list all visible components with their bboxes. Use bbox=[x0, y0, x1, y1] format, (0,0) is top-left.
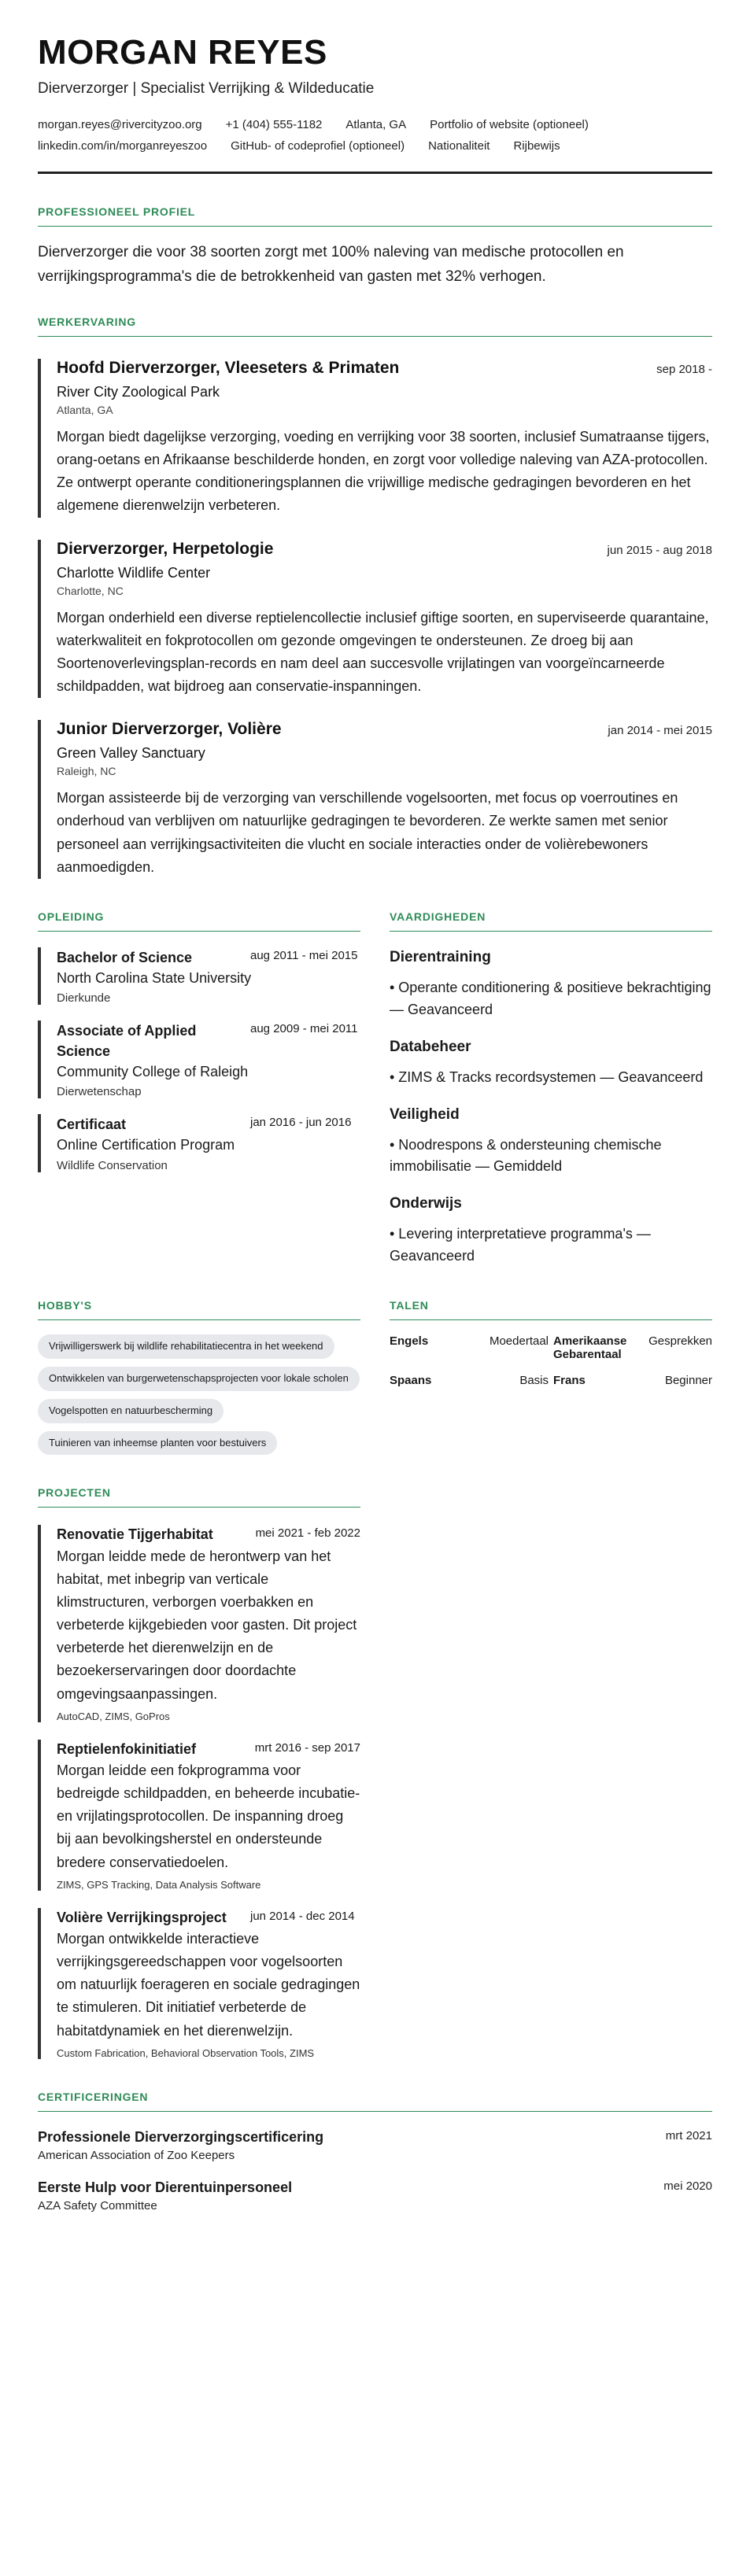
contact-location: Atlanta, GA bbox=[345, 118, 407, 132]
language-list bbox=[390, 1334, 712, 1387]
certification-issuer: American Association of Zoo Keepers bbox=[38, 2148, 235, 2162]
education-field: Dierkunde bbox=[57, 991, 111, 1006]
language-level: Moedertaal bbox=[489, 1334, 549, 1349]
section-title-projects: PROJECTEN bbox=[38, 1486, 360, 1508]
education-skills-row bbox=[38, 879, 712, 1268]
project-name: Reptielenfokinitiatief bbox=[57, 1740, 197, 1757]
project-entry bbox=[38, 1525, 360, 1722]
language-name: Amerikaanse Gebarentaal bbox=[553, 1334, 627, 1362]
job-location: Raleigh, NC bbox=[57, 765, 116, 778]
contact-portfolio[interactable]: Portfolio of website (optioneel) bbox=[430, 118, 589, 132]
education-school: Community College of Raleigh bbox=[57, 1064, 249, 1080]
language-item bbox=[390, 1374, 549, 1387]
language-name: Engels bbox=[390, 1334, 429, 1349]
hobby-chip: Ontwikkelen van burgerwetenschapsprojecten voor lokale scholen bbox=[38, 1367, 360, 1391]
header-divider bbox=[38, 172, 712, 174]
skill-item: • Noodrespons & ondersteuning chemische immobilisatie — Gemiddeld bbox=[390, 1136, 662, 1175]
project-date: mei 2021 - feb 2022 bbox=[255, 1526, 360, 1541]
project-date: mrt 2016 - sep 2017 bbox=[254, 1740, 360, 1755]
projects-row bbox=[38, 1455, 712, 2058]
education-entry bbox=[38, 947, 360, 1005]
education-degree: Bachelor of Science bbox=[57, 949, 193, 965]
contact-email[interactable]: morgan.reyes@rivercityzoo.org bbox=[38, 118, 202, 132]
language-level: Basis bbox=[519, 1374, 549, 1388]
job-description: Morgan onderhield een diverse reptielencollectie inclusief giftige soorten, en superviseerde quarantaine, waterkwaliteit en fokprotocollen om gezonde omgevingen te ondersteunen. Ze droeg bij aan Soortenoverlevingsplan-records en nam deel aan succesvolle vrijlatingen van voorgeïncarneerde schildpadden, wat bijdroeg aan conservatie-inspanningen. bbox=[57, 609, 709, 695]
experience-entry bbox=[38, 359, 712, 518]
section-title-languages: TALEN bbox=[390, 1299, 712, 1320]
language-level: Gesprekken bbox=[648, 1334, 712, 1349]
language-name: Frans bbox=[553, 1374, 586, 1388]
contact-info bbox=[38, 118, 712, 153]
section-title-education: OPLEIDING bbox=[38, 910, 360, 932]
project-tech: ZIMS, GPS Tracking, Data Analysis Software bbox=[57, 1878, 261, 1891]
project-description: Morgan leidde een fokprogramma voor bedreigde schildpadden, en beheerde incubatie- en vrijlatingsprotocollen. De inspanning droeg bij aan bevolkingsherstel en ondersteunde bredere conservatiedoelen. bbox=[57, 1762, 360, 1870]
skill-item: • ZIMS & Tracks recordsystemen — Geavanceerd bbox=[390, 1068, 704, 1085]
skill-category: Veiligheid bbox=[390, 1105, 460, 1123]
education-column bbox=[38, 879, 360, 1268]
job-title: Hoofd Dierverzorger, Vleeseters & Primaten bbox=[57, 358, 400, 377]
job-description: Morgan biedt dagelijkse verzorging, voeding en verrijking voor 38 soorten, inclusief Sumatraanse tijgers, orang-oetans en Afrikaanse beschilderde honden, en zorgt voor volledige naleving van AZA-protocollen. Ze ontwerpt operante conditioneringsplannen die vrijwillige medische gedragingen bevorderen en het algemene dierenwelzijn verbeteren. bbox=[57, 428, 710, 514]
job-title: Junior Dierverzorger, Volière bbox=[57, 720, 282, 739]
contact-github[interactable]: GitHub- of codeprofiel (optioneel) bbox=[231, 139, 405, 153]
contact-linkedin[interactable]: linkedin.com/in/morganreyeszoo bbox=[38, 139, 208, 153]
job-location: Atlanta, GA bbox=[57, 403, 113, 416]
certification-date: mrt 2021 bbox=[665, 2128, 712, 2142]
contact-license: Rijbewijs bbox=[513, 139, 560, 153]
education-degree: Associate of Applied Science bbox=[57, 1023, 197, 1060]
certification-issuer: AZA Safety Committee bbox=[38, 2198, 157, 2212]
job-date: jan 2014 - mei 2015 bbox=[608, 724, 712, 738]
contact-phone[interactable]: +1 (404) 555-1182 bbox=[225, 118, 323, 132]
skill-category: Onderwijs bbox=[390, 1195, 462, 1212]
hobby-list bbox=[38, 1334, 360, 1455]
section-title-profile: PROFESSIONEEL PROFIEL bbox=[38, 205, 712, 227]
skill-category: Dierentraining bbox=[390, 948, 491, 965]
education-entry bbox=[38, 1114, 360, 1172]
job-date: sep 2018 - bbox=[656, 362, 712, 376]
language-item bbox=[390, 1334, 549, 1361]
languages-column bbox=[390, 1268, 712, 1455]
section-title-skills: VAARDIGHEDEN bbox=[390, 910, 712, 932]
hobby-chip: Vrijwilligerswerk bij wildlife rehabilitatiecentra in het weekend bbox=[38, 1334, 334, 1359]
education-date: aug 2011 - mei 2015 bbox=[250, 948, 358, 962]
certification-name: Eerste Hulp voor Dierentuinpersoneel bbox=[38, 2179, 293, 2195]
language-item bbox=[553, 1374, 712, 1387]
hobby-chip: Vogelspotten en natuurbescherming bbox=[38, 1399, 224, 1423]
education-field: Dierwetenschap bbox=[57, 1085, 142, 1099]
certification-name: Professionele Dierverzorgingscertificering bbox=[38, 2128, 324, 2145]
education-date: jan 2016 - jun 2016 bbox=[250, 1116, 352, 1130]
candidate-name: MORGAN REYES bbox=[38, 33, 327, 72]
job-date: jun 2015 - aug 2018 bbox=[607, 543, 712, 557]
project-tech: Custom Fabrication, Behavioral Observation Tools, ZIMS bbox=[57, 2046, 315, 2059]
project-name: Volière Verrijkingsproject bbox=[57, 1909, 227, 1925]
section-title-certifications: CERTIFICERINGEN bbox=[38, 2091, 712, 2112]
project-name: Renovatie Tijgerhabitat bbox=[57, 1526, 213, 1543]
skill-item: • Levering interpretatieve programma's — Geavanceerd bbox=[390, 1226, 651, 1264]
skill-category: Databeheer bbox=[390, 1038, 471, 1055]
project-description: Morgan ontwikkelde interactieve verrijkingsgereedschappen voor vogelsoorten om natuurlijk foerageren en sociale gedragingen te stimuleren. Dit initiatief verbeterde de habitatdynamiek en het dierenwelzijn. bbox=[57, 1930, 360, 2039]
education-field: Wildlife Conservation bbox=[57, 1158, 168, 1172]
skills-column bbox=[390, 879, 712, 1268]
section-title-hobbies: HOBBY'S bbox=[38, 1299, 360, 1320]
project-tech: AutoCAD, ZIMS, GoPros bbox=[57, 1710, 170, 1722]
contact-nationality: Nationaliteit bbox=[428, 139, 490, 153]
job-title: Dierverzorger, Herpetologie bbox=[57, 539, 274, 558]
certification-entry bbox=[38, 2129, 712, 2162]
projects-column bbox=[38, 1455, 360, 2058]
education-degree: Certificaat bbox=[57, 1116, 127, 1133]
job-description: Morgan assisteerde bij de verzorging van verschillende vogelsoorten, met focus op voerroutines en onderhoud van verblijven om natuurlijke gedragingen te bevorderen. Ze werkte samen met senior personeel aan verrijkingsactiviteiten die vlucht en sociale interacties onder de volièrebewoners aanmoedigden. bbox=[57, 790, 678, 875]
hobbies-column bbox=[38, 1268, 360, 1455]
job-location: Charlotte, NC bbox=[57, 584, 124, 597]
certification-entry bbox=[38, 2179, 712, 2212]
job-company: River City Zoological Park bbox=[57, 383, 220, 400]
certification-date: mei 2020 bbox=[663, 2179, 712, 2193]
education-school: Online Certification Program bbox=[57, 1137, 235, 1153]
experience-entry bbox=[38, 540, 712, 699]
language-item bbox=[553, 1334, 712, 1361]
language-name: Spaans bbox=[390, 1374, 432, 1388]
project-description: Morgan leidde mede de herontwerp van het habitat, met inbegrip van verticale klimstructuren, verborgen voerbakken en verbeterde kijkgebieden voor gasten. Dit project verbeterde het dierenwelzijn en de bezoekerservaringen door doordachte omgevingsaanpassingen. bbox=[57, 1548, 357, 1702]
hobby-chip: Tuinieren van inheemse planten voor bestuivers bbox=[38, 1431, 277, 1456]
education-date: aug 2009 - mei 2011 bbox=[250, 1022, 358, 1036]
hobbies-languages-row bbox=[38, 1268, 712, 1455]
job-company: Green Valley Sanctuary bbox=[57, 745, 205, 762]
project-entry bbox=[38, 1740, 360, 1891]
education-school: North Carolina State University bbox=[57, 969, 252, 986]
skill-item: • Operante conditionering & positieve bekrachtiging — Geavanceerd bbox=[390, 979, 711, 1017]
section-title-experience: WERKERVARING bbox=[38, 316, 712, 337]
experience-entry bbox=[38, 720, 712, 879]
candidate-title: Dierverzorger | Specialist Verrijking & Wildeducatie bbox=[38, 80, 375, 98]
job-company: Charlotte Wildlife Center bbox=[57, 564, 211, 581]
profile-summary: Dierverzorger die voor 38 soorten zorgt met 100% naleving van medische protocollen en verrijkingsprogramma's die de betrokkenheid van gasten met 32% verhogen. bbox=[38, 244, 624, 285]
project-entry bbox=[38, 1908, 360, 2059]
education-entry bbox=[38, 1020, 360, 1098]
language-level: Beginner bbox=[664, 1374, 712, 1388]
project-date: jun 2014 - dec 2014 bbox=[250, 1909, 355, 1923]
